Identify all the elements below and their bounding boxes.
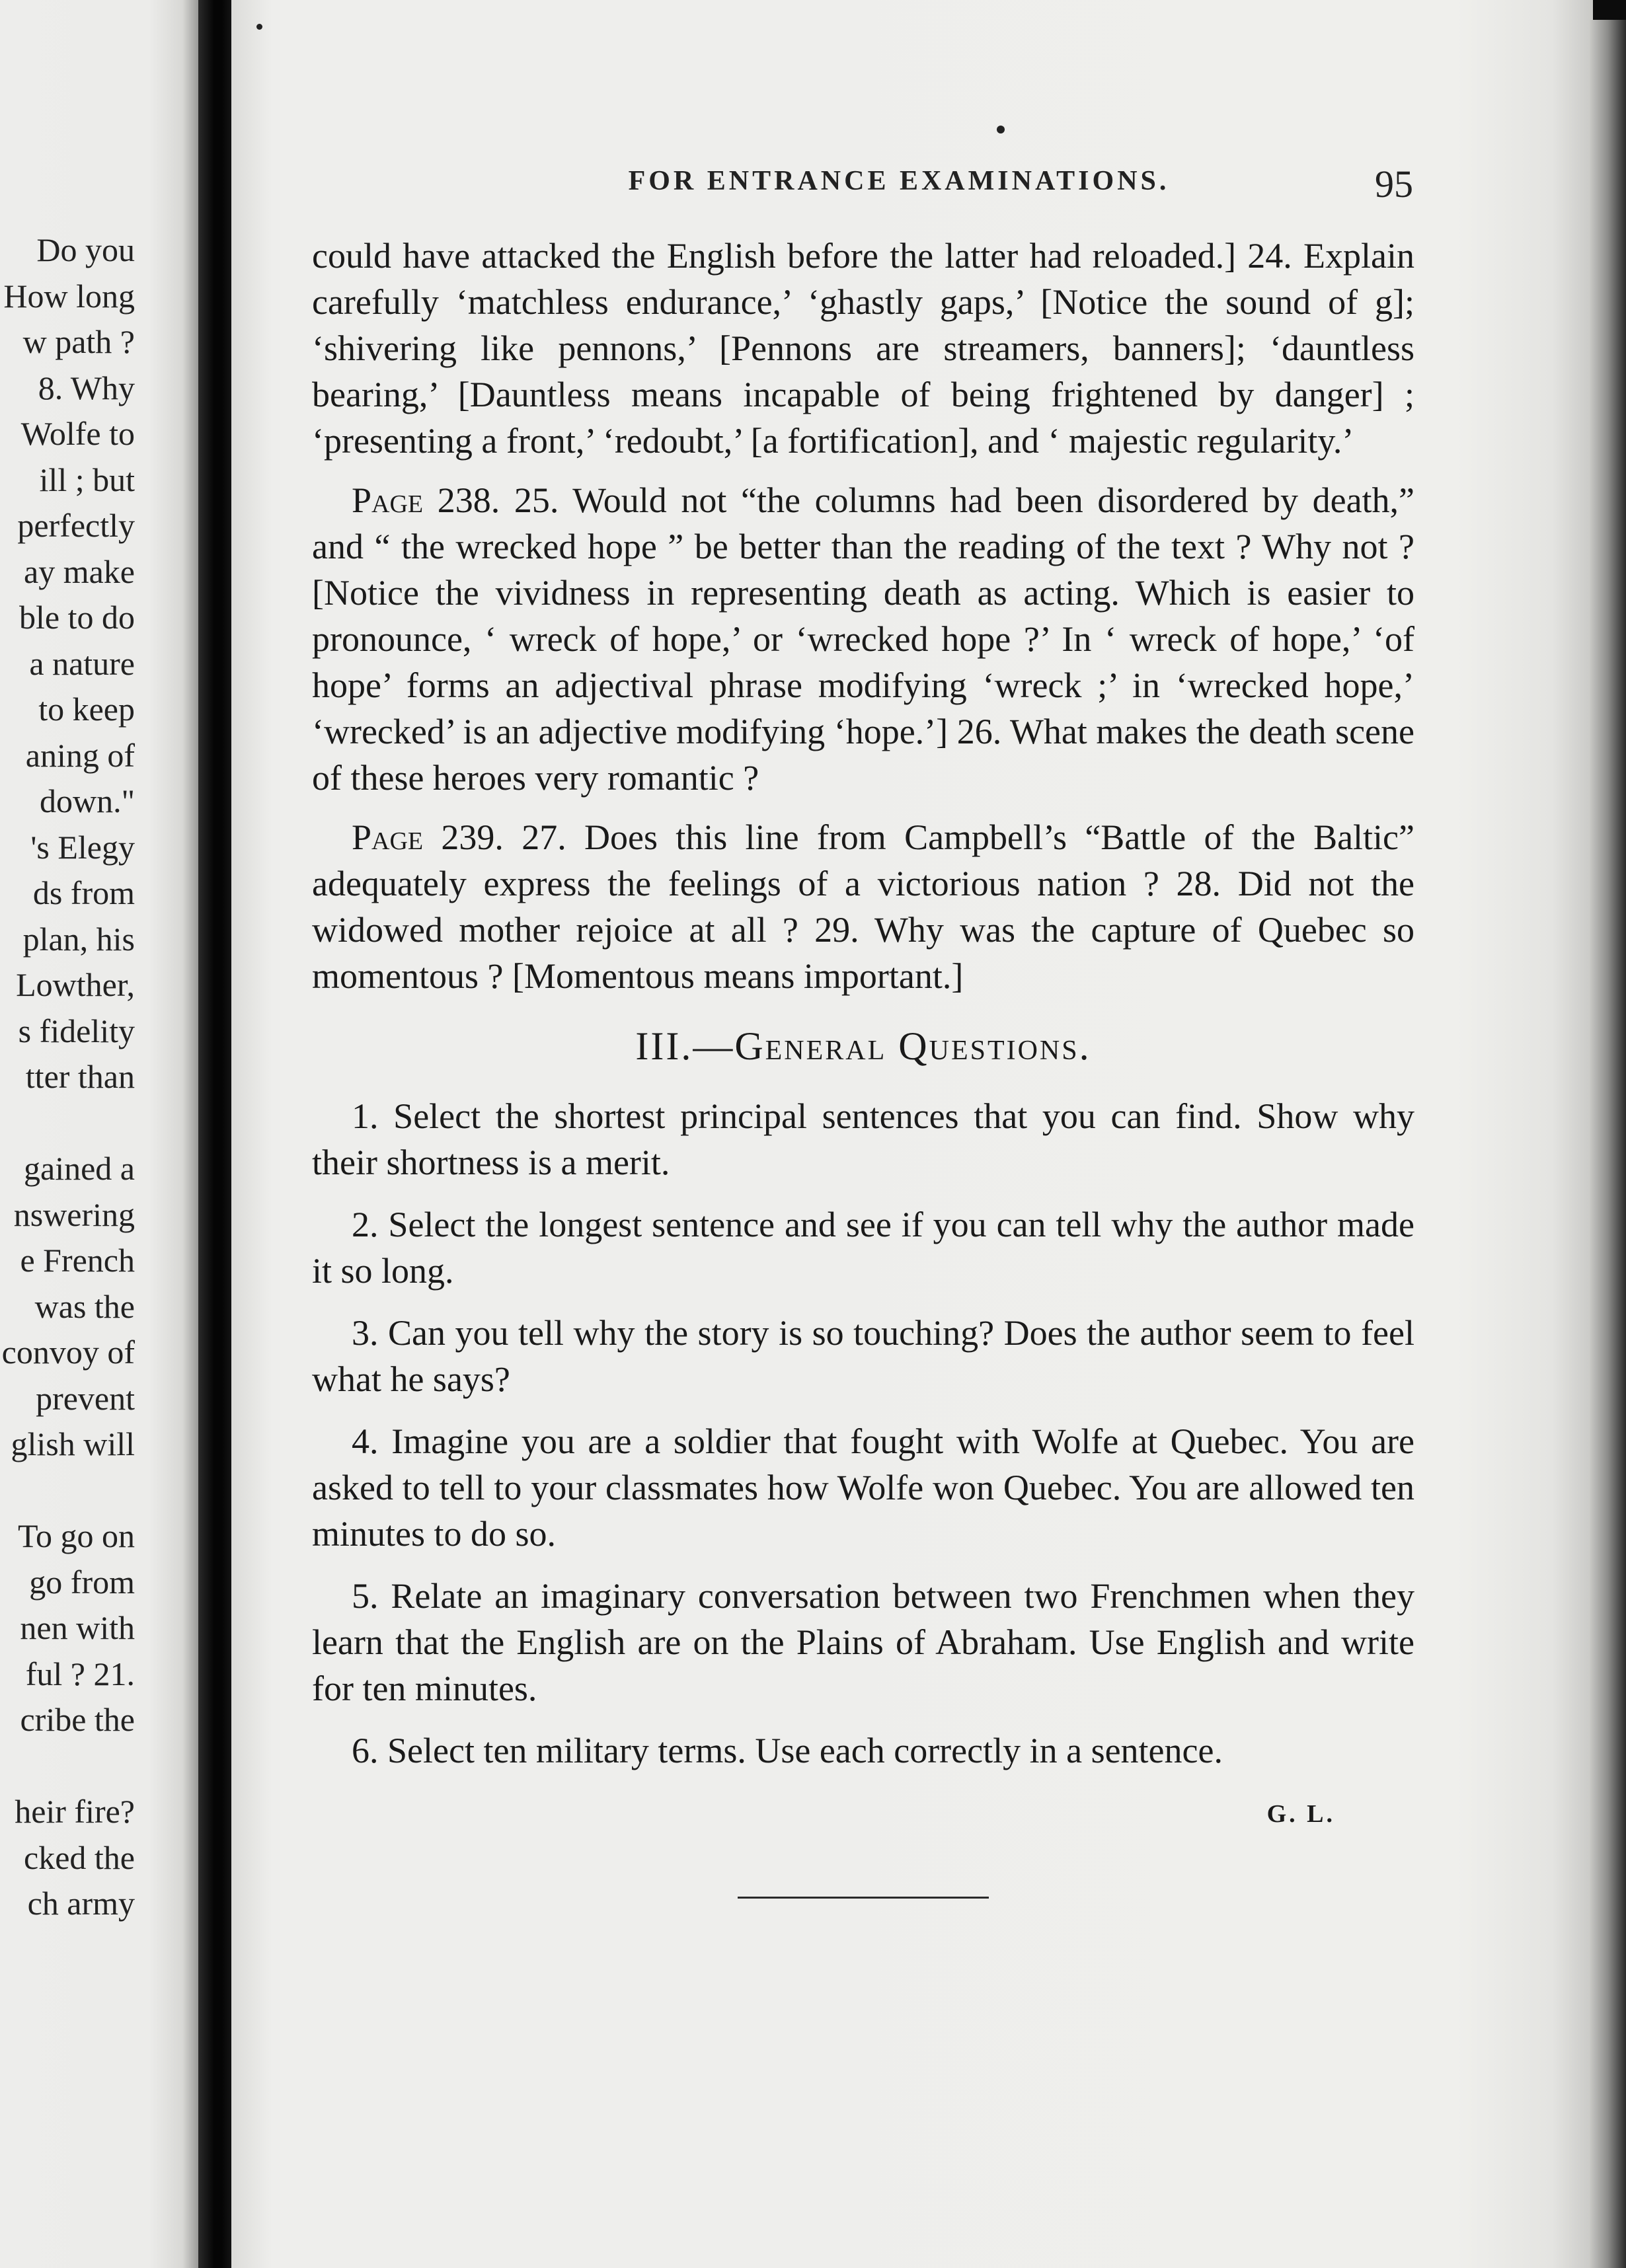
paragraph-text: 25. Would not “the columns had been disordered by death,” and “ the wrecked hope ” be better than the reading of the text ? Why not ? [Notice the vividness in representing death as acting. Which is easier to pronounce, ‘ wreck of hope,’ or ‘wrecked hope ?’ In ‘ wreck of hope,’ ‘of hope’ forms an adjectival phrase modifying ‘wreck ;’ in ‘wrecked hope,’ ‘wrecked’ is an adjective modifying ‘hope.’] 26. What makes the death scene of these heroes very romantic ? bbox=[312, 480, 1415, 798]
left-page-line: 8. Why bbox=[38, 369, 135, 406]
question-item: 5. Relate an imaginary conversation between two Frenchmen when they learn that the English are on the Plains of Abraham. Use English and write for ten minutes. bbox=[312, 1576, 1414, 1708]
left-page-line: tter than bbox=[25, 1058, 135, 1095]
left-page-line: nen with bbox=[20, 1609, 135, 1646]
paragraph-page-238 bbox=[312, 477, 1414, 801]
page-edge bbox=[1590, 20, 1626, 2268]
left-page-line: Do you bbox=[36, 231, 135, 268]
page-speck bbox=[256, 24, 262, 30]
left-page-line: a nature bbox=[29, 644, 135, 682]
left-facing-page bbox=[0, 0, 198, 2268]
paragraph-text: 27. Does this line from Campbell’s “Battle of the Baltic” adequately express the feelings of a victorious nation ? 28. Did not the widowed mother rejoice at all ? 29. Why was the capture of Quebec so momentous ? [Momentous means important.] bbox=[312, 817, 1414, 996]
left-page-line: to keep bbox=[38, 691, 135, 728]
question-item: 6. Select ten military terms. Use each correctly in a sentence. bbox=[352, 1731, 1223, 1770]
left-page-line: heir fire? bbox=[15, 1793, 135, 1830]
left-page-line: aning of bbox=[25, 736, 135, 774]
left-page-line: gained a bbox=[24, 1150, 135, 1187]
left-page-line: go from bbox=[29, 1563, 135, 1601]
left-page-line: s fidelity bbox=[18, 1012, 135, 1049]
question-item: 2. Select the longest sentence and see if you can tell why the author made it so long. bbox=[312, 1205, 1414, 1291]
left-page-line: 's Elegy bbox=[30, 828, 135, 866]
left-page-line: e French bbox=[20, 1242, 135, 1279]
question-item: 3. Can you tell why the story is so touching? Does the author seem to feel what he says? bbox=[312, 1313, 1414, 1399]
running-head: FOR ENTRANCE EXAMINATIONS. bbox=[628, 166, 1170, 196]
left-page-line: Wolfe to bbox=[20, 415, 135, 452]
left-page-line: glish will bbox=[11, 1425, 135, 1462]
left-page-line: ch army bbox=[27, 1885, 135, 1922]
end-rule bbox=[738, 1897, 989, 1899]
left-page-line: ds from bbox=[32, 874, 135, 911]
left-page-line: plan, his bbox=[22, 920, 135, 958]
left-page-line: ay make bbox=[24, 552, 135, 590]
left-page-line: down." bbox=[39, 782, 135, 819]
left-page-line: ill ; but bbox=[39, 461, 135, 498]
body-text bbox=[312, 233, 1414, 1899]
paragraph-continued: could have attacked the English before the latter had reloaded.] 24. Explain carefully ‘matchless endurance,’ ‘ghastly gaps,’ [Notice the sound of g]; ‘shivering like pennons,’ [Pennons are streamers, banners]; ‘dauntless bearing,’ [Dauntless means incapable of being frightened by danger] ; ‘presenting a front,’ ‘redoubt,’ [a fortification], and ‘ majestic regularity.’ bbox=[312, 236, 1414, 461]
page-reference: Page 239. bbox=[352, 817, 504, 857]
left-page-line: prevent bbox=[36, 1379, 135, 1417]
left-page-line: How long bbox=[3, 277, 135, 315]
author-initials: G. L. bbox=[1266, 1800, 1335, 1828]
left-page-line: cked the bbox=[24, 1838, 135, 1876]
page-reference: Page 238. bbox=[352, 480, 500, 520]
left-page-line: convoy of bbox=[1, 1334, 135, 1371]
left-page-line: w path ? bbox=[22, 323, 135, 360]
left-page-line: Lowther, bbox=[16, 966, 135, 1003]
left-page-line: cribe the bbox=[20, 1701, 135, 1738]
left-page-line: ful ? 21. bbox=[25, 1655, 135, 1692]
left-page-line: nswering bbox=[13, 1195, 135, 1233]
section-heading: III.—General Questions. bbox=[635, 1024, 1091, 1068]
page-speck bbox=[997, 126, 1005, 133]
left-page-line: ble to do bbox=[19, 599, 135, 636]
paragraph-page-239 bbox=[312, 814, 1414, 999]
left-page-line: perfectly bbox=[17, 507, 135, 544]
question-item: 1. Select the shortest principal sentences that you can find. Show why their shortness is a merit. bbox=[312, 1096, 1414, 1182]
left-page-line: To go on bbox=[17, 1517, 135, 1554]
page-number: 95 bbox=[1375, 163, 1413, 206]
question-item: 4. Imagine you are a soldier that fought with Wolfe at Quebec. You are asked to tell to your classmates how Wolfe won Quebec. You are allowed ten minutes to do so. bbox=[312, 1421, 1414, 1554]
left-page-line: was the bbox=[34, 1287, 135, 1325]
